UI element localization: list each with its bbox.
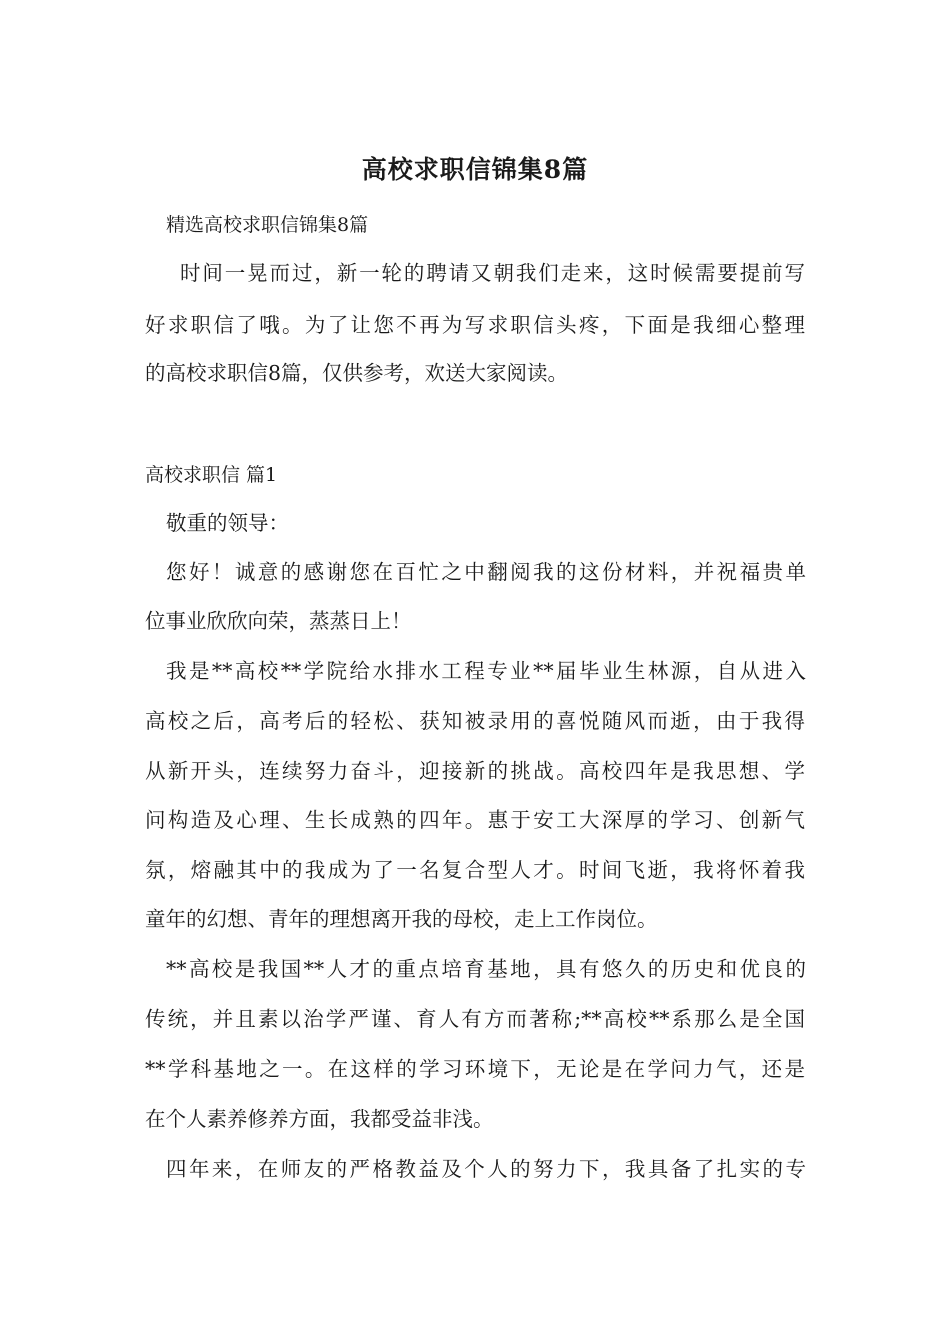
body-line: 童年的幻想、青年的理想离开我的母校，走上工作岗位。: [145, 907, 658, 931]
body-line: 位事业欣欣向荣，蒸蒸日上！: [145, 609, 412, 633]
intro-line: 的高校求职信8篇，仅供参考，欢送大家阅读。: [145, 361, 569, 385]
body-line: 传统，并且素以治学严谨、育人有方而著称;**高校**系那么是全国: [145, 1007, 805, 1031]
body-line: 我是**高校**学院给水排水工程专业**届毕业生林源，自从进入: [166, 659, 806, 683]
body-line: 氛，熔融其中的我成为了一名复合型人才。时间飞逝，我将怀着我: [145, 858, 805, 882]
intro-line: 好求职信了哦。为了让您不再为写求职信头疼，下面是我细心整理: [145, 313, 805, 337]
body-line: 问构造及心理、生长成熟的四年。惠于安工大深厚的学习、创新气: [145, 808, 805, 832]
section-heading: 高校求职信 篇1: [145, 464, 278, 486]
body-line: 您好！诚意的感谢您在百忙之中翻阅我的这份材料，并祝福贵单: [166, 560, 806, 584]
body-line: 在个人素养修养方面，我都受益非浅。: [145, 1107, 494, 1131]
body-line: 四年来，在师友的严格教益及个人的努力下，我具备了扎实的专: [166, 1157, 806, 1181]
body-line: **高校是我国**人才的重点培育基地，具有悠久的历史和优良的: [166, 957, 806, 981]
body-line: 高校之后，高考后的轻松、获知被录用的喜悦随风而逝，由于我得: [145, 709, 805, 733]
body-line: **学科基地之一。在这样的学习环境下，无论是在学问力气，还是: [145, 1057, 805, 1081]
document-subtitle: 精选高校求职信锦集8篇: [166, 214, 369, 236]
body-line: 从新开头，连续努力奋斗，迎接新的挑战。高校四年是我思想、学: [145, 759, 805, 783]
salutation: 敬重的领导：: [166, 511, 289, 535]
document-title: 高校求职信锦集8篇: [361, 155, 589, 184]
intro-line: 时间一晃而过，新一轮的聘请又朝我们走来，这时候需要提前写: [180, 261, 805, 285]
